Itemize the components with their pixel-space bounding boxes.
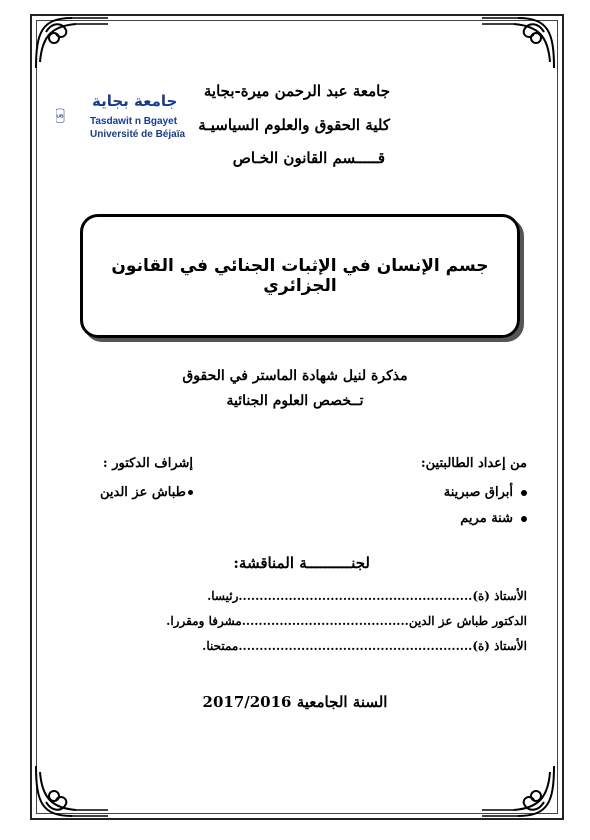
jury-row: الأستاذ (ة)........................................................ممتحنا. — [202, 639, 527, 653]
student-item: شنة مريم — [460, 511, 527, 526]
bullet-icon — [188, 490, 193, 495]
corner-ornament-icon — [478, 12, 558, 72]
jury-row: الدكتور طباش عز الدين........................................مشرفا ومقررا. — [166, 614, 527, 628]
memo-line2: تــخصص العلوم الجنائية — [226, 393, 364, 409]
student-item: أبراق صبرينة — [444, 485, 527, 500]
department-name: قـــــسم القانون الخـاص — [232, 149, 385, 167]
corner-ornament-icon — [32, 762, 112, 822]
supervisor-name: طباش عز الدين — [100, 485, 193, 500]
logo-latin-line2: Université de Béjaïa — [90, 129, 186, 140]
bullet-icon — [521, 490, 527, 496]
jury-label: لجنــــــــــة المناقشة: — [233, 554, 370, 572]
corner-ornament-icon — [478, 762, 558, 822]
logo-latin-line1: Tasdawit n Bgayet — [90, 116, 178, 127]
university-logo-icon — [56, 92, 86, 142]
corner-ornament-icon — [32, 12, 112, 72]
university-name: جامعة عبد الرحمن ميرة-بجاية — [203, 82, 390, 100]
faculty-name: كلية الحقوق والعلوم السياسيـة — [198, 116, 390, 134]
jury-row: الأستاذ (ة)........................................................رئيسا. — [207, 589, 527, 603]
bullet-icon — [521, 516, 527, 522]
preparation-label: من إعداد الطالبتين: — [420, 456, 527, 471]
memo-line1: مذكرة لنيل شهادة الماستر في الحقوق — [182, 368, 408, 384]
supervision-label: إشراف الدكتور : — [102, 456, 193, 471]
logo-arabic-text: جامعة بجاية — [92, 92, 178, 110]
academic-year: السنة الجامعية 2017/2016 — [202, 693, 388, 711]
thesis-title: جسم الإنسان في الإثبات الجنائي في القانون الجزائري — [111, 256, 489, 296]
svg-text:UB: UB — [56, 114, 64, 120]
